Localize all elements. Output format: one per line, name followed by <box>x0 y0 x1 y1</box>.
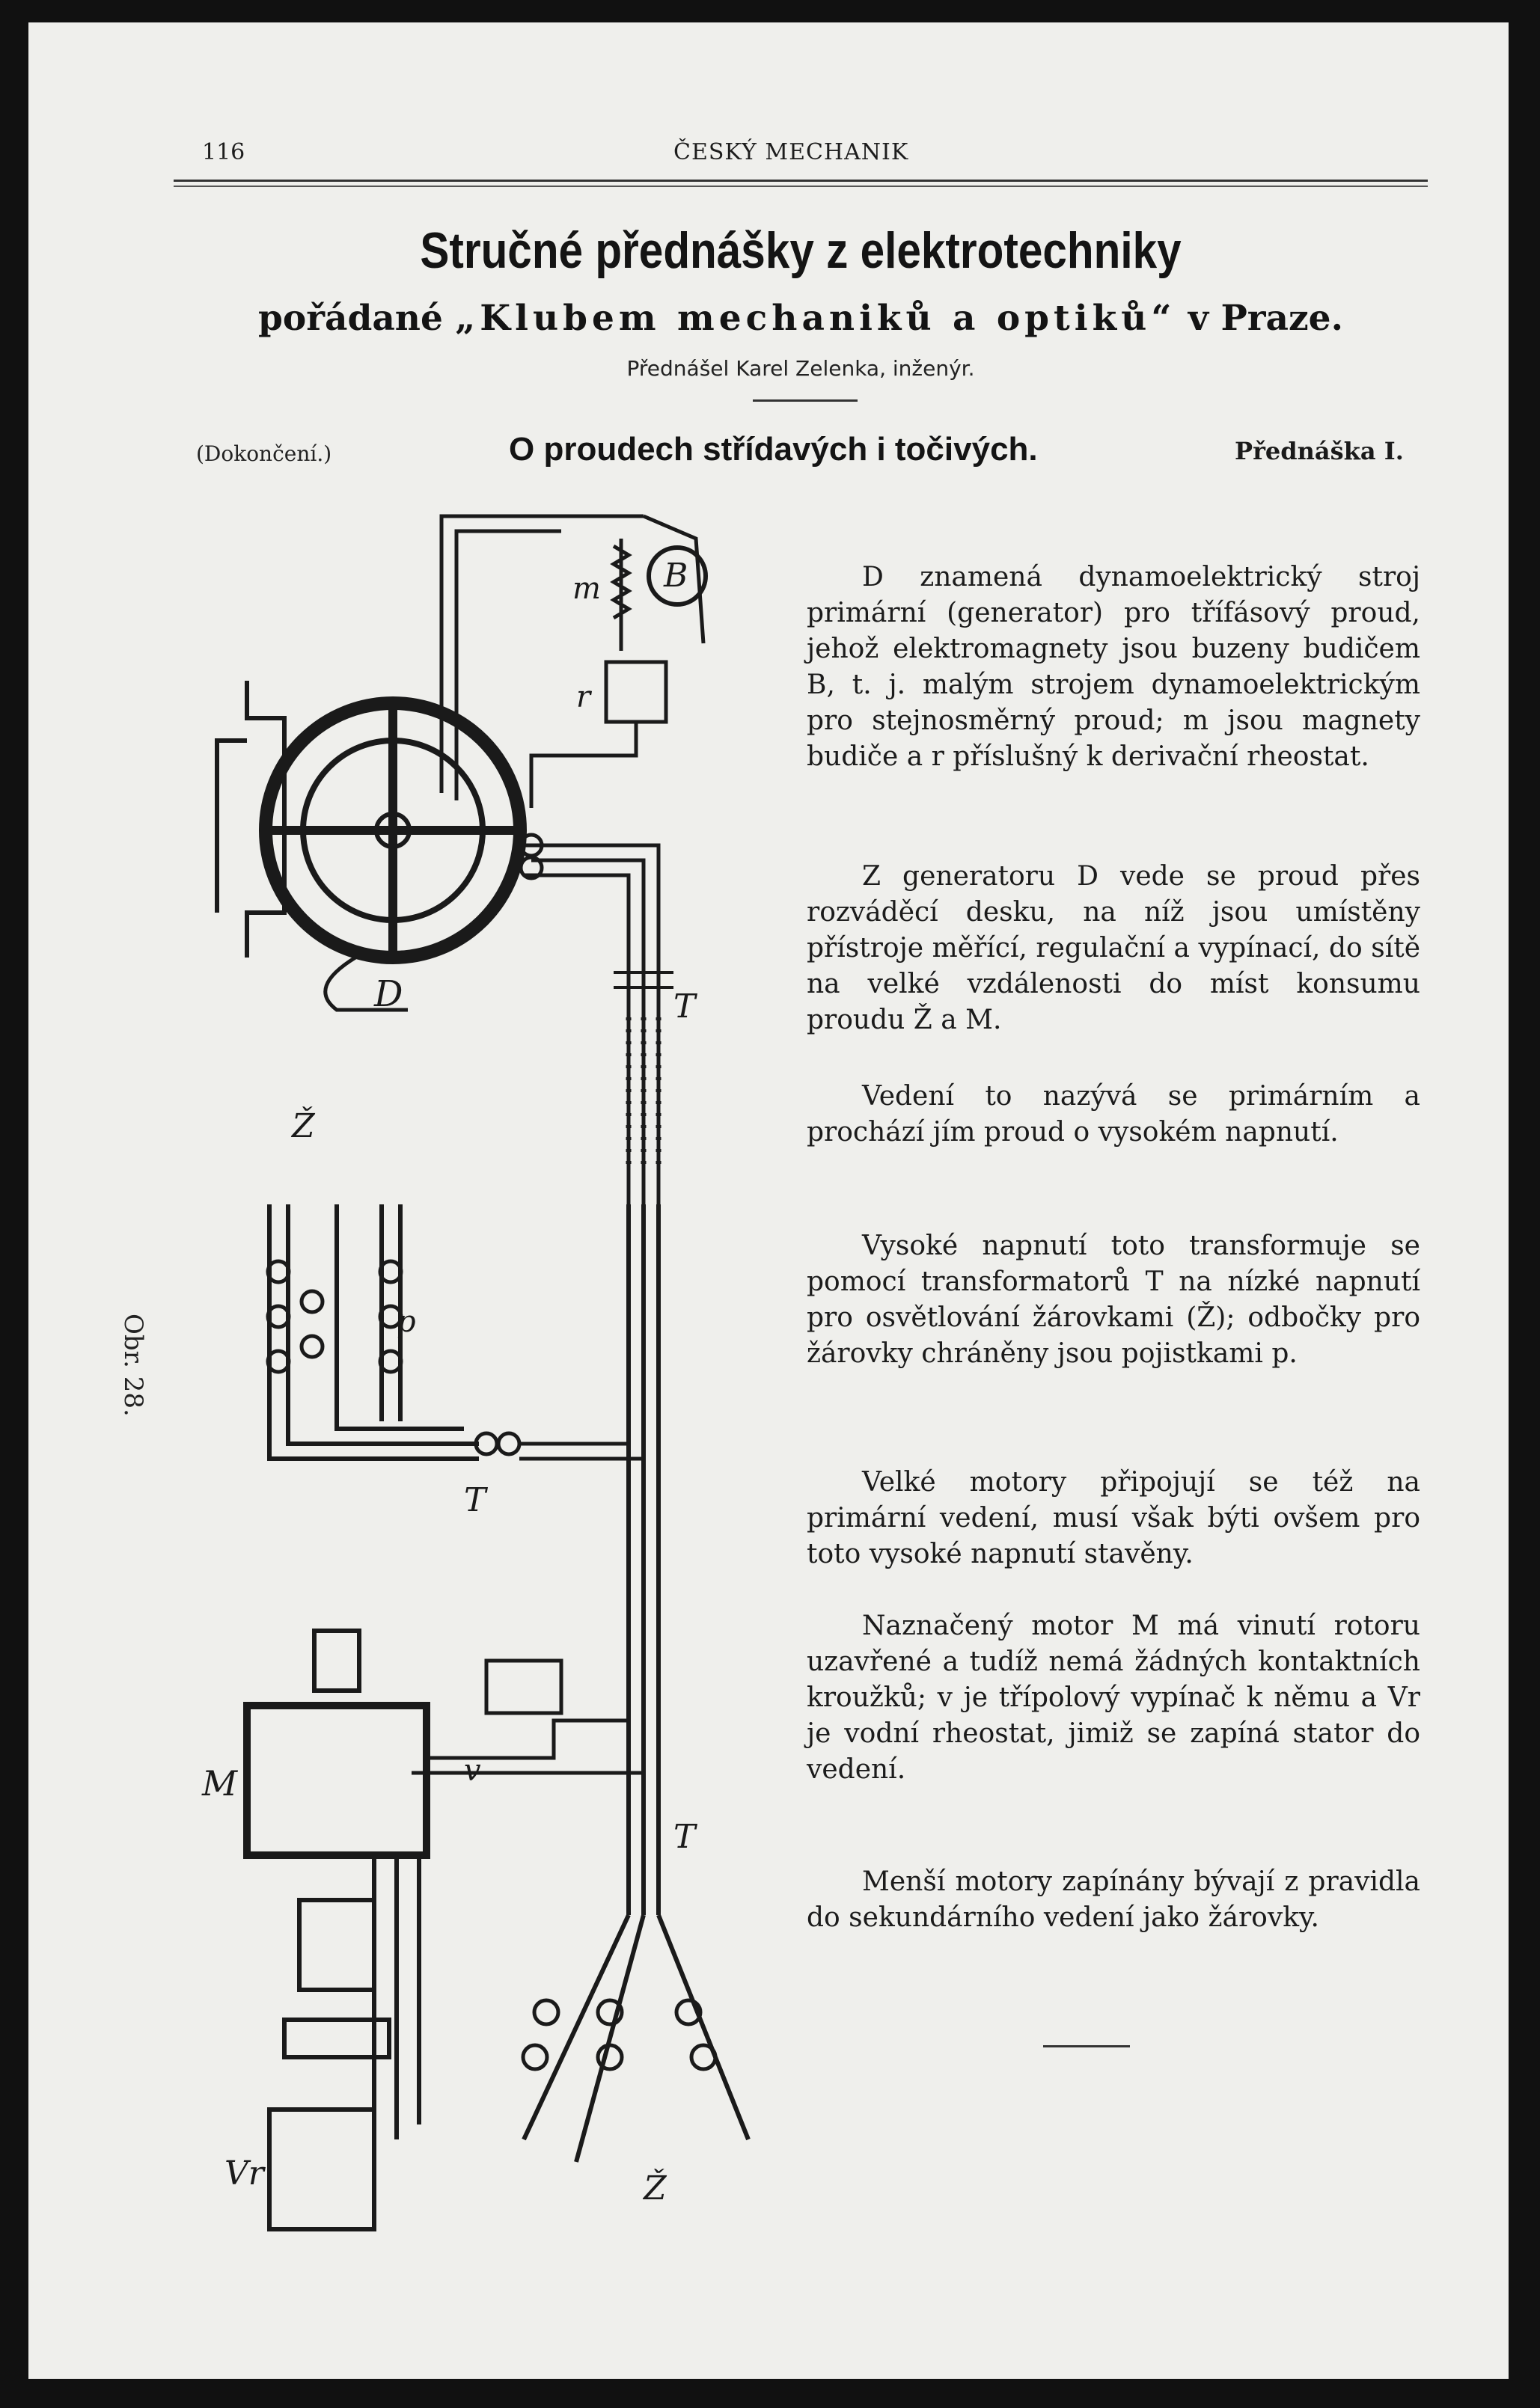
lecturer-line: Přednášel Karel Zelenka, inženýr. <box>626 356 975 381</box>
lamp <box>523 2045 547 2069</box>
motor-body <box>247 1706 427 1855</box>
motor-bearing <box>314 1631 359 1691</box>
paragraph-distribution: Z generatoru D vede se proud přes rozváděcí desku, na níž jsou umístěny přístroje měřící, regulační a vypínací, do sítě na velké vzdálenosti do míst konsumu proudu Ž a M. <box>807 861 1420 1035</box>
transformer-label-top: T <box>673 987 696 1026</box>
transformer-label-bottom: T <box>673 1818 696 1856</box>
transformer-label-middle: T <box>464 1481 486 1519</box>
paragraph-large-motors: Velké motory připojují se též na primární vedení, musí však býti ovšem pro toto vysoké napnutí stavěny. <box>807 1467 1420 1569</box>
circuit-diagram <box>202 494 808 2214</box>
lamp-label-bottom: Ž <box>644 2169 667 2208</box>
generator-label: D <box>374 973 403 1015</box>
switch-label: v <box>464 1753 481 1788</box>
title-divider <box>753 399 858 402</box>
motor-m <box>201 1631 644 2229</box>
lamp <box>302 1291 323 1312</box>
subtitle-suffix: v Praze. <box>1188 298 1343 339</box>
exciter-b <box>441 516 706 808</box>
paragraph-transformers: Vysoké napnutí toto transformuje se pomocí transformatorů T na nízké napnutí pro osvětlování žárovkami (Ž); odbočky pro žárovky chráněny jsou pojistkami p. <box>807 1231 1420 1369</box>
paragraph-primary-line: Vedení to nazývá se primárním a prochází jím proud o vysokém napnutí. <box>807 1081 1420 1148</box>
exciter-lead-inner <box>456 531 561 800</box>
primary-phase-3 <box>524 875 629 1354</box>
exciter-lead-top <box>441 516 644 793</box>
exciter-label: B <box>664 557 688 595</box>
article-title: Stručné přednášky z elektrotechniky <box>420 222 1182 279</box>
lamp <box>534 2000 558 2024</box>
transformer-coil <box>498 1433 519 1454</box>
section-title: O proudech střídavých i točivých. <box>509 431 1038 468</box>
lamp <box>302 1336 323 1357</box>
motor-supply <box>412 1721 644 1773</box>
lamp-branch <box>268 1106 644 1519</box>
figure-caption: Obr. 28. <box>118 1314 148 1417</box>
transformer-primary-tap <box>519 1444 644 1459</box>
water-rheostat-label: Vr <box>224 2154 264 2193</box>
paragraph-motor-m: Naznačený motor M má vinutí rotoru uzavřené a tudíž nemá žádných kontaktních kroužků; v je třípolový vypínač k němu a Vr je vodní rheostat, jimiž se zapíná stator do vedení. <box>807 1611 1420 1785</box>
primary-phase-1 <box>516 845 659 1354</box>
running-head: ČESKÝ MECHANIK <box>673 139 909 165</box>
primary-line <box>516 835 698 1915</box>
lecture-number: Přednáška I. <box>1235 437 1404 465</box>
lamp <box>598 2045 622 2069</box>
rheostat-lead <box>531 722 636 808</box>
end-rule <box>1043 2045 1130 2047</box>
motor-switch <box>486 1661 561 1713</box>
lamp <box>691 2045 715 2069</box>
lamp-feeders <box>269 1204 479 1459</box>
article-subtitle <box>150 298 1452 339</box>
continued-note: (Dokončení.) <box>196 441 332 466</box>
rheostat-leads <box>374 1855 419 2154</box>
rheostat-label: r <box>576 680 591 714</box>
subtitle-prefix: pořádané <box>258 298 443 339</box>
paragraph-small-motors: Menší motory zapínány bývají z pravidla do sekundárního vedení jako žárovky. <box>807 1866 1420 1933</box>
water-rheostat <box>269 2110 374 2229</box>
motor-coupling <box>299 1900 374 1990</box>
primary-conductors <box>629 1204 659 1915</box>
transformer-coil <box>476 1433 497 1454</box>
magnet-coil <box>614 539 629 651</box>
generator-d <box>217 681 520 1015</box>
header-rule-secondary <box>174 186 1428 187</box>
subtitle-club: „Klubem mechaniků a optiků“ <box>455 298 1176 339</box>
fuse-label: p <box>397 1305 416 1339</box>
rheostat-box <box>606 662 666 722</box>
motor-label: M <box>202 1763 238 1804</box>
header-rule <box>174 180 1428 182</box>
paragraph-generator: D znamená dynamoelektrický stroj primární (generator) pro třífásový proud, jehož elektromagnety jsou buzeny budičem B, t. j. malým strojem dynamoelektrickým pro stejnosměrný proud; m jsou magnety budiče a r příslušný k derivační rheostat. <box>807 562 1420 772</box>
secondary-branch <box>523 1818 748 2208</box>
secondary-conductors <box>524 1915 748 2162</box>
lamp-label-top: Ž <box>292 1107 315 1145</box>
page-header <box>202 139 1429 169</box>
magnet-label: m <box>572 572 601 606</box>
page-number: 116 <box>202 139 245 165</box>
